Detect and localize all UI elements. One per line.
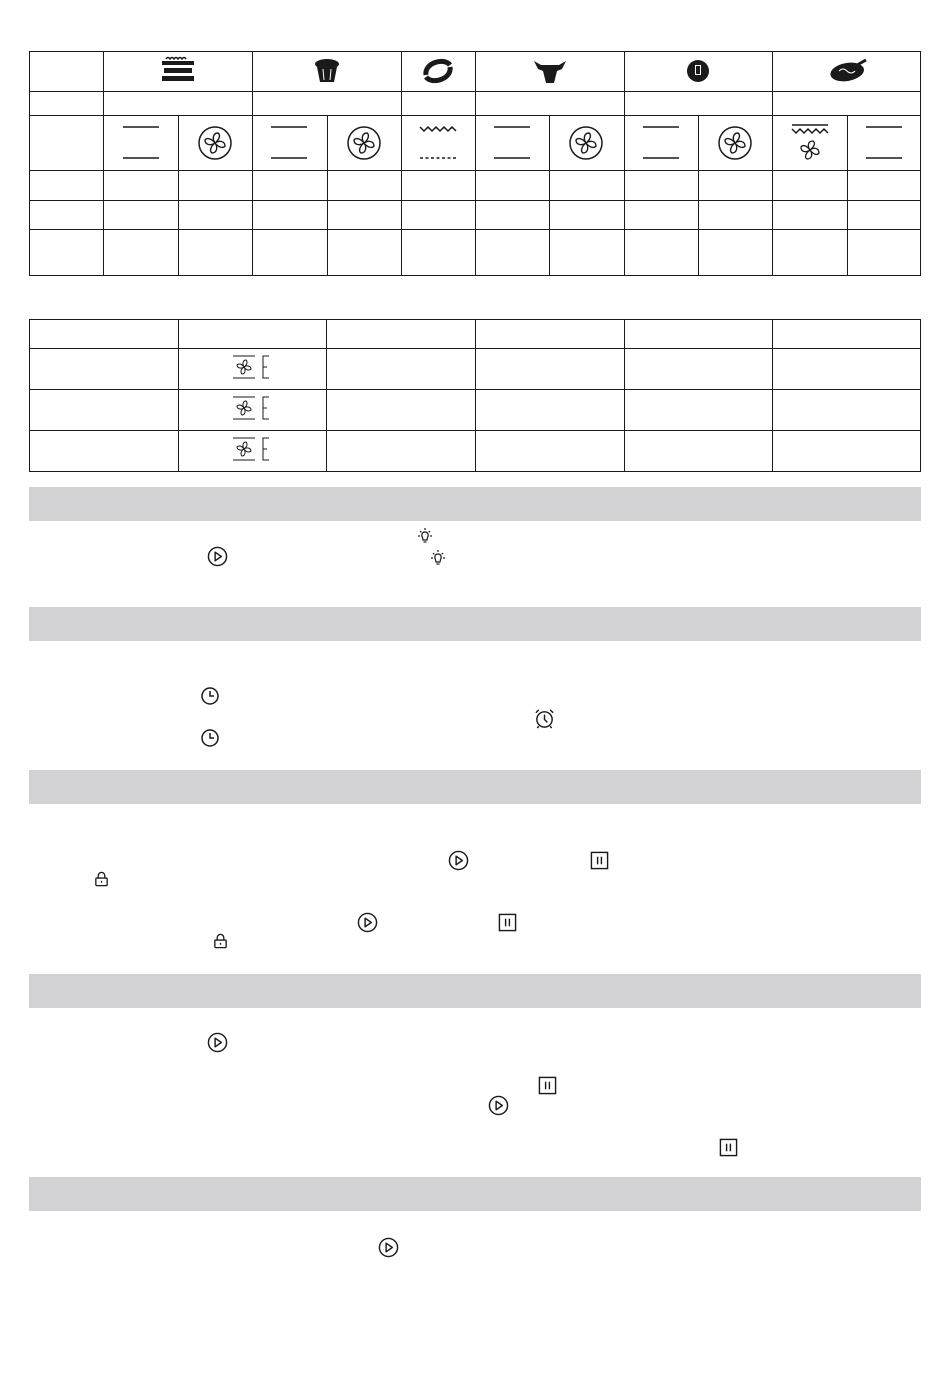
fan-display-icon bbox=[233, 356, 269, 378]
start-icon bbox=[378, 1237, 399, 1258]
fan-display-icon bbox=[233, 397, 269, 419]
pause-icon bbox=[498, 913, 517, 932]
section-header-band bbox=[29, 487, 921, 521]
start-icon bbox=[357, 912, 378, 933]
fan-setting-table bbox=[0, 0, 950, 480]
clock-icon bbox=[200, 686, 220, 706]
section-header-band bbox=[29, 974, 921, 1008]
clock-icon bbox=[200, 728, 220, 748]
lock-icon bbox=[93, 870, 110, 888]
start-icon bbox=[448, 850, 469, 871]
lock-icon bbox=[212, 932, 229, 950]
section-header-band bbox=[29, 1177, 921, 1211]
pause-icon bbox=[590, 851, 609, 870]
pause-icon bbox=[538, 1076, 557, 1095]
fan-setting-table-lines bbox=[29, 319, 921, 472]
pause-icon bbox=[719, 1138, 738, 1157]
lamp-icon bbox=[428, 549, 448, 569]
fan-display-icon bbox=[233, 438, 269, 460]
section-header-band bbox=[29, 770, 921, 804]
lamp-icon bbox=[415, 527, 435, 547]
section-header-band bbox=[29, 607, 921, 641]
start-icon bbox=[207, 546, 228, 567]
start-icon bbox=[488, 1095, 509, 1116]
start-icon bbox=[207, 1032, 228, 1053]
alarm-icon bbox=[533, 707, 556, 730]
